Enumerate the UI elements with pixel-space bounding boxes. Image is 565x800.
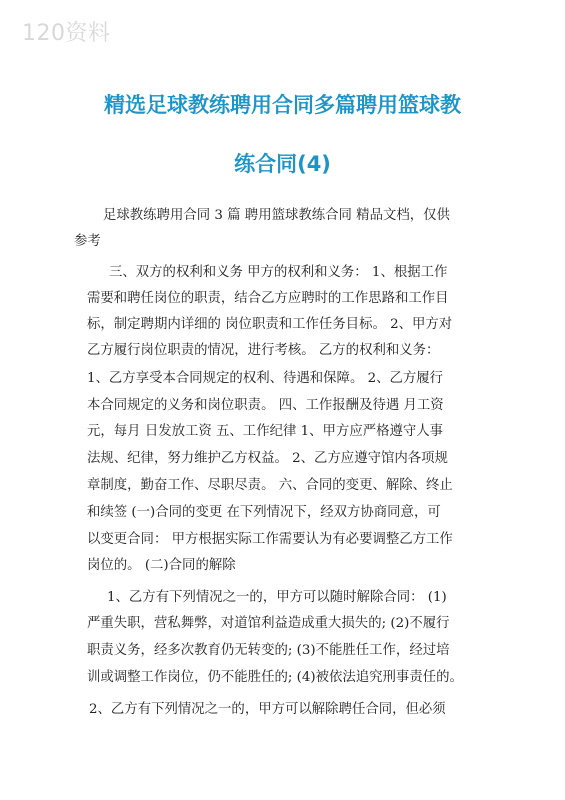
body-line: 三、双方的权利和义务 甲方的权利和义务： 1、根据工作 [109,265,448,280]
body-line: 参考 [74,234,101,249]
body-line: 标，制定聘期内详细的 岗位职责和工作任务目标。 2、甲方对 [87,317,453,332]
body-line: 以变更合同： 甲方根据实际工作需要认为有必要调整乙方工作 [87,532,453,547]
body-line: 需要和聘任岗位的职责，结合乙方应聘时的工作思路和工作目 [87,291,449,306]
body-line: 严重失职，营私舞弊，对道馆利益造成重大损失的; (2)不履行 [87,616,450,631]
body-line: 职责义务，经多次教育仍无转变的; (3)不能胜任工作，经过培 [87,643,450,658]
body-line: 和续签 (一)合同的变更 在下列情况下，经双方协商同意，可 [87,505,441,520]
body-line: 2、乙方有下列情况之一的，甲方可以解除聘任合同，但必须 [89,702,446,717]
body-line: 1、乙方享受本合同规定的权利、待遇和保障。 2、乙方履行 [87,371,444,386]
body-line: 足球教练聘用合同 3 篇 聘用篮球教练合同 精品文档，仅供 [103,208,450,223]
body-line: 乙方履行岗位职责的情况，进行考核。 乙方的权利和义务： [87,343,440,358]
body-line: 训或调整工作岗位，仍不能胜任的; (4)被依法追究刑事责任的。 [87,670,463,685]
document-title-line-1: 精选足球教练聘用合同多篇聘用篮球教 [104,93,461,117]
body-line: 章制度，勤奋工作、尽职尽责。 六、合同的变更、解除、终止 [87,478,453,493]
body-line: 本合同规定的义务和岗位职责。 四、工作报酬及待遇 月工资 [87,398,444,413]
body-line: 岗位的。 (二)合同的解除 [87,558,236,573]
document-title-line-2: 练合同(4) [234,152,331,176]
body-line: 法规、纪律，努力维护乙方权益。 2、乙方应遵守馆内各项规 [87,451,448,466]
body-line: 元，每月 日发放工资 五、工作纪律 1、甲方应严格遵守人事 [87,424,444,439]
watermark-logo: 120资料 [22,21,111,46]
body-line: 1、乙方有下列情况之一的，甲方可以随时解除合同： (1) [107,590,447,605]
